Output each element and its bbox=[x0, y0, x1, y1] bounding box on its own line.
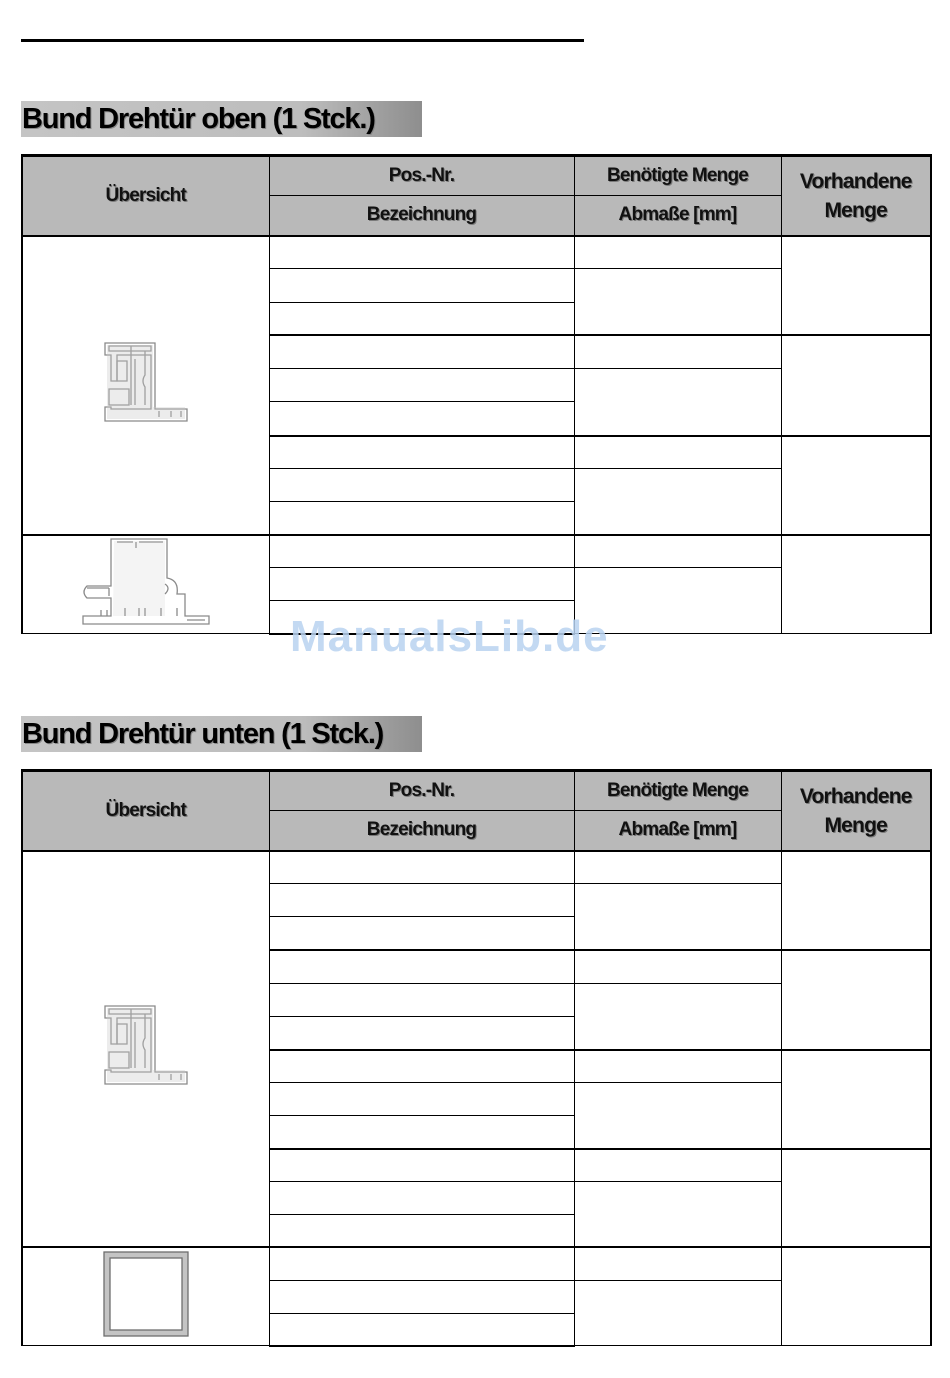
designation-cell[interactable] bbox=[269, 335, 574, 369]
designation-cell[interactable] bbox=[269, 1017, 574, 1050]
dimension-cell[interactable] bbox=[574, 1182, 781, 1247]
designation-cell[interactable] bbox=[269, 1314, 574, 1346]
available-cell[interactable] bbox=[781, 436, 931, 535]
designation-cell[interactable] bbox=[269, 984, 574, 1017]
available-cell[interactable] bbox=[781, 1149, 931, 1247]
dimension-cell[interactable] bbox=[574, 269, 781, 335]
designation-cell[interactable] bbox=[269, 1215, 574, 1247]
designation-cell[interactable] bbox=[269, 1050, 574, 1083]
designation-cell[interactable] bbox=[269, 851, 574, 884]
designation-cell[interactable] bbox=[269, 469, 574, 502]
profile-cell bbox=[22, 851, 269, 1247]
designation-cell[interactable] bbox=[269, 1116, 574, 1149]
qty-cell[interactable] bbox=[574, 535, 781, 568]
designation-cell[interactable] bbox=[269, 568, 574, 601]
frame-profile-icon bbox=[101, 1004, 191, 1088]
available-cell[interactable] bbox=[781, 535, 931, 634]
qty-cell[interactable] bbox=[574, 436, 781, 469]
available-cell[interactable] bbox=[781, 1050, 931, 1149]
designation-cell[interactable] bbox=[269, 1281, 574, 1314]
header-overview: Übersicht bbox=[22, 771, 269, 851]
qty-cell[interactable] bbox=[574, 950, 781, 984]
header-required-qty: Benötigte Menge bbox=[574, 156, 781, 196]
qty-cell[interactable] bbox=[574, 236, 781, 269]
designation-cell[interactable] bbox=[269, 436, 574, 469]
available-cell[interactable] bbox=[781, 335, 931, 436]
designation-cell[interactable] bbox=[269, 1149, 574, 1182]
dimension-cell[interactable] bbox=[574, 369, 781, 436]
square-tube-profile-icon bbox=[102, 1250, 190, 1338]
header-designation: Bezeichnung bbox=[269, 811, 574, 851]
designation-cell[interactable] bbox=[269, 535, 574, 568]
available-cell[interactable] bbox=[781, 851, 931, 950]
header-pos-nr: Pos.-Nr. bbox=[269, 771, 574, 811]
header-designation: Bezeichnung bbox=[269, 196, 574, 236]
frame-profile-icon bbox=[101, 341, 191, 425]
designation-cell[interactable] bbox=[269, 502, 574, 535]
designation-cell[interactable] bbox=[269, 950, 574, 984]
designation-cell[interactable] bbox=[269, 1083, 574, 1116]
header-dimensions: Abmaße [mm] bbox=[574, 811, 781, 851]
header-dimensions: Abmaße [mm] bbox=[574, 196, 781, 236]
parts-table-upper bbox=[21, 154, 932, 635]
header-overview: Übersicht bbox=[22, 156, 269, 236]
dimension-cell[interactable] bbox=[574, 1281, 781, 1346]
section-title-upper: Bund Drehtür oben (1 Stck.) bbox=[21, 101, 422, 137]
top-rule bbox=[21, 39, 584, 42]
designation-cell[interactable] bbox=[269, 236, 574, 269]
header-required-qty: Benötigte Menge bbox=[574, 771, 781, 811]
designation-cell[interactable] bbox=[269, 269, 574, 303]
designation-cell[interactable] bbox=[269, 402, 574, 436]
header-available-qty: Vorhandene Menge bbox=[781, 156, 931, 236]
dimension-cell[interactable] bbox=[574, 1083, 781, 1149]
parts-table-lower bbox=[21, 769, 932, 1347]
qty-cell[interactable] bbox=[574, 1149, 781, 1182]
designation-cell[interactable] bbox=[269, 369, 574, 402]
profile-cell bbox=[22, 236, 269, 535]
available-cell[interactable] bbox=[781, 950, 931, 1050]
available-cell[interactable] bbox=[781, 236, 931, 335]
designation-cell[interactable] bbox=[269, 1182, 574, 1215]
header-available-qty: Vorhandene Menge bbox=[781, 771, 931, 851]
profile-cell bbox=[22, 535, 269, 634]
dimension-cell[interactable] bbox=[574, 884, 781, 950]
header-pos-nr: Pos.-Nr. bbox=[269, 156, 574, 196]
designation-cell[interactable] bbox=[269, 303, 574, 335]
designation-cell[interactable] bbox=[269, 884, 574, 917]
designation-cell[interactable] bbox=[269, 1247, 574, 1281]
wide-base-profile-icon bbox=[81, 536, 211, 628]
dimension-cell[interactable] bbox=[574, 984, 781, 1050]
qty-cell[interactable] bbox=[574, 1247, 781, 1281]
section-title-lower: Bund Drehtür unten (1 Stck.) bbox=[21, 716, 422, 752]
dimension-cell[interactable] bbox=[574, 469, 781, 535]
qty-cell[interactable] bbox=[574, 335, 781, 369]
watermark: ManualsLib.de bbox=[290, 612, 609, 661]
profile-cell bbox=[22, 1247, 269, 1346]
available-cell[interactable] bbox=[781, 1247, 931, 1346]
designation-cell[interactable] bbox=[269, 917, 574, 950]
qty-cell[interactable] bbox=[574, 851, 781, 884]
qty-cell[interactable] bbox=[574, 1050, 781, 1083]
